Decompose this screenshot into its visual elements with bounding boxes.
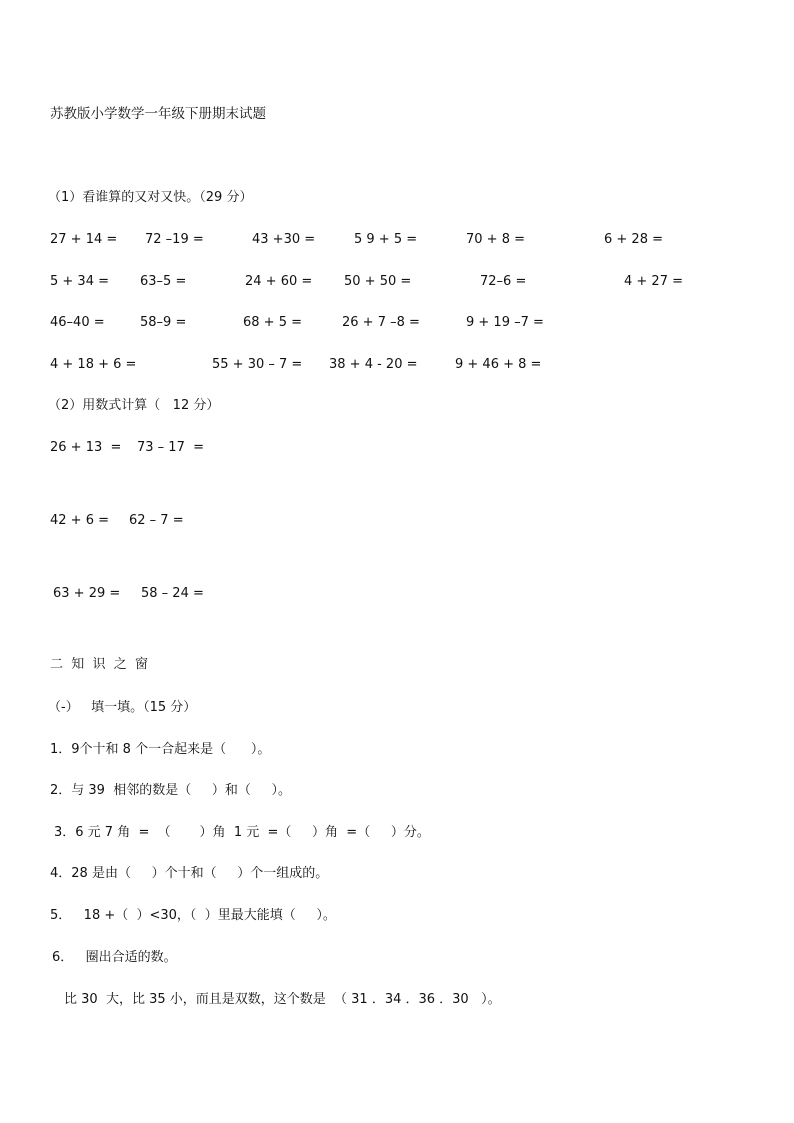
part2-title: 二 知 识 之 窗 — [50, 657, 149, 672]
arith-problem: 4 + 18 + 6 = — [50, 357, 137, 372]
vertical-problem: 73 – 17 = — [137, 440, 205, 455]
fill-item: 比 30 大，比 35 小，而且是双数，这个数是 （ 31 ．34 ．36 ．30 ）。 — [64, 992, 501, 1007]
arith-problem: 70 + 8 = — [466, 232, 525, 247]
fill-item: 5． 18 +（ ）<30，（ ）里最大能填（ ）。 — [50, 908, 336, 923]
arith-problem: 6 + 28 = — [604, 232, 663, 247]
fill-item: 3．6 元 7 角 = （ ）角 1 元 =（ ）角 =（ ）分。 — [54, 825, 430, 840]
section1-header: （1）看谁算的又对又快。（29 分） — [48, 190, 253, 205]
vertical-problem: 42 + 6 = — [50, 513, 109, 528]
arith-problem: 63–5 = — [140, 274, 187, 289]
arith-problem: 26 + 7 –8 = — [342, 315, 420, 330]
vertical-problem: 62 – 7 = — [129, 513, 184, 528]
arith-problem: 58–9 = — [140, 315, 187, 330]
document-title: 苏教版小学数学一年级下册期末试题 — [50, 106, 266, 122]
vertical-problem: 58 – 24 = — [141, 586, 204, 601]
fill-item: 6． 圈出合适的数。 — [52, 950, 177, 965]
arith-problem: 5 9 + 5 = — [354, 232, 418, 247]
fill-item: 1．9个十和 8 个一合起来是（ ）。 — [50, 742, 271, 757]
arith-problem: 9 + 46 + 8 = — [455, 357, 542, 372]
arith-problem: 72 –19 = — [145, 232, 204, 247]
arith-problem: 72–6 = — [480, 274, 527, 289]
arith-problem: 50 + 50 = — [344, 274, 412, 289]
fill-item: 4．28 是由（ ）个十和（ ）个一组成的。 — [50, 866, 329, 881]
vertical-problem: 63 + 29 = — [53, 586, 121, 601]
arith-problem: 38 + 4 - 20 = — [329, 357, 418, 372]
arith-problem: 9 + 19 –7 = — [466, 315, 544, 330]
arith-problem: 24 + 60 = — [245, 274, 313, 289]
fill-header: （-） 填一填。（15 分） — [48, 700, 197, 715]
arith-problem: 55 + 30 – 7 = — [212, 357, 303, 372]
arith-problem: 43 +30 = — [252, 232, 316, 247]
arith-problem: 5 + 34 = — [50, 274, 109, 289]
arith-problem: 68 + 5 = — [243, 315, 302, 330]
section2-header: （2）用数式计算（ 12 分） — [48, 398, 220, 413]
vertical-problem: 26 + 13 = — [50, 440, 122, 455]
arith-problem: 27 + 14 = — [50, 232, 118, 247]
arith-problem: 46–40 = — [50, 315, 105, 330]
arith-problem: 4 + 27 = — [624, 274, 683, 289]
fill-item: 2．与 39 相邻的数是（ ）和（ ）。 — [50, 783, 292, 798]
